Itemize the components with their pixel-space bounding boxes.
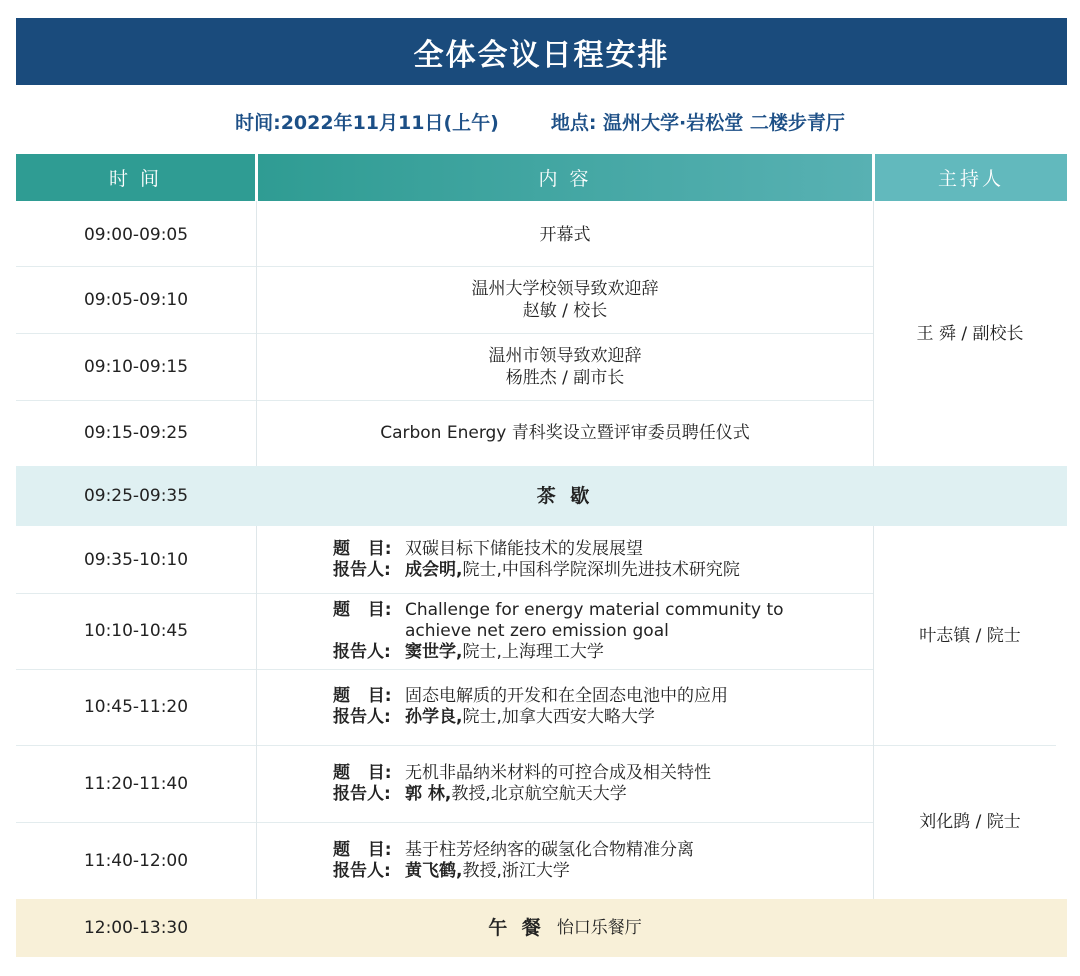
- row-content: [257, 266, 873, 333]
- row-content-line1: 温州市领导致欢迎辞: [488, 345, 642, 366]
- page-title: 全体会议日程安排: [16, 18, 1067, 85]
- speaker-affiliation: 教授,北京航空航天大学: [451, 783, 627, 804]
- topic-label: 题 目:: [333, 762, 392, 783]
- header-content: 内 容: [258, 154, 872, 201]
- talk-topic: 无机非晶纳米材料的可控合成及相关特性: [405, 762, 711, 783]
- talk-content: [257, 526, 873, 593]
- meeting-time: 时间:2022年11月11日(上午): [235, 111, 499, 134]
- talk-topic: 固态电解质的开发和在全固态电池中的应用: [405, 686, 728, 706]
- row-content: [257, 333, 873, 400]
- speaker-label: 报告人:: [333, 860, 391, 881]
- speaker-affiliation: 院士,上海理工大学: [462, 641, 604, 662]
- row-content: Carbon Energy 青科奖设立暨评审委员聘任仪式: [380, 423, 750, 443]
- row-time: 09:05-09:10: [83, 289, 189, 310]
- meeting-info: [0, 104, 1080, 138]
- speaker-affiliation: 院士,中国科学院深圳先进技术研究院: [462, 559, 740, 580]
- topic-label: 题 目:: [333, 839, 392, 860]
- speaker-name: 窦世学,: [405, 641, 463, 662]
- talk-content: [257, 822, 873, 899]
- row-time: 09:10-09:15: [83, 356, 189, 377]
- topic-label: 题 目:: [333, 538, 392, 559]
- meeting-place: 地点: 温州大学·岩松堂 二楼步青厅: [550, 111, 845, 134]
- speaker-affiliation: 教授,浙江大学: [462, 860, 570, 881]
- topic-label: 题 目:: [333, 686, 392, 706]
- row-content-line1: 温州大学校领导致欢迎辞: [471, 278, 659, 299]
- talk-topic: Challenge for energy material community to achieve net zero emission goal: [405, 599, 784, 641]
- header-time: 时 间: [16, 154, 255, 201]
- speaker-label: 报告人:: [333, 559, 391, 580]
- lunch-label: 午 餐: [488, 917, 545, 939]
- talk-time: 09:35-10:10: [83, 549, 189, 570]
- talk-time: 11:40-12:00: [83, 850, 189, 871]
- topic-label: 题 目:: [333, 599, 392, 620]
- talk-topic: 双碳目标下储能技术的发展展望: [405, 538, 643, 559]
- speaker-label: 报告人:: [333, 783, 391, 804]
- header-host: 主持人: [875, 154, 1067, 201]
- speaker-label: 报告人:: [333, 707, 391, 727]
- talk-time: 11:20-11:40: [83, 773, 189, 794]
- speaker-name: 黄飞鹤,: [405, 860, 463, 881]
- tea-label: 茶 歇: [536, 485, 594, 507]
- speaker-affiliation: 院士,加拿大西安大略大学: [462, 707, 655, 727]
- talk-topic: 基于柱芳烃纳客的碳氢化合物精准分离: [405, 839, 694, 860]
- host-2: 叶志镇 / 院士: [919, 625, 1021, 646]
- host-3: 刘化鹍 / 院士: [919, 812, 1021, 832]
- row-content-line2: 赵敏 / 校长: [522, 300, 608, 321]
- row-time: 09:00-09:05: [83, 225, 189, 245]
- tea-time: 09:25-09:35: [83, 486, 189, 506]
- host-1: 王 舜 / 副校长: [916, 323, 1024, 344]
- talk-content: [257, 745, 873, 822]
- row-content-line2: 杨胜杰 / 副市长: [505, 367, 625, 388]
- talk-content: [257, 593, 873, 669]
- row-content: 开幕式: [539, 225, 591, 245]
- lunch-time: 12:00-13:30: [83, 918, 189, 938]
- lunch-place: 怡口乐餐厅: [556, 918, 642, 938]
- speaker-name: 成会明,: [405, 559, 463, 580]
- row-time: 09:15-09:25: [83, 423, 189, 443]
- talk-time: 10:10-10:45: [83, 621, 189, 641]
- speaker-name: 孙学良,: [405, 707, 463, 727]
- speaker-label: 报告人:: [333, 641, 391, 662]
- speaker-name: 郭 林,: [405, 783, 452, 804]
- talk-content: [257, 669, 873, 745]
- lunch-content: [257, 899, 873, 957]
- talk-time: 10:45-11:20: [83, 697, 189, 717]
